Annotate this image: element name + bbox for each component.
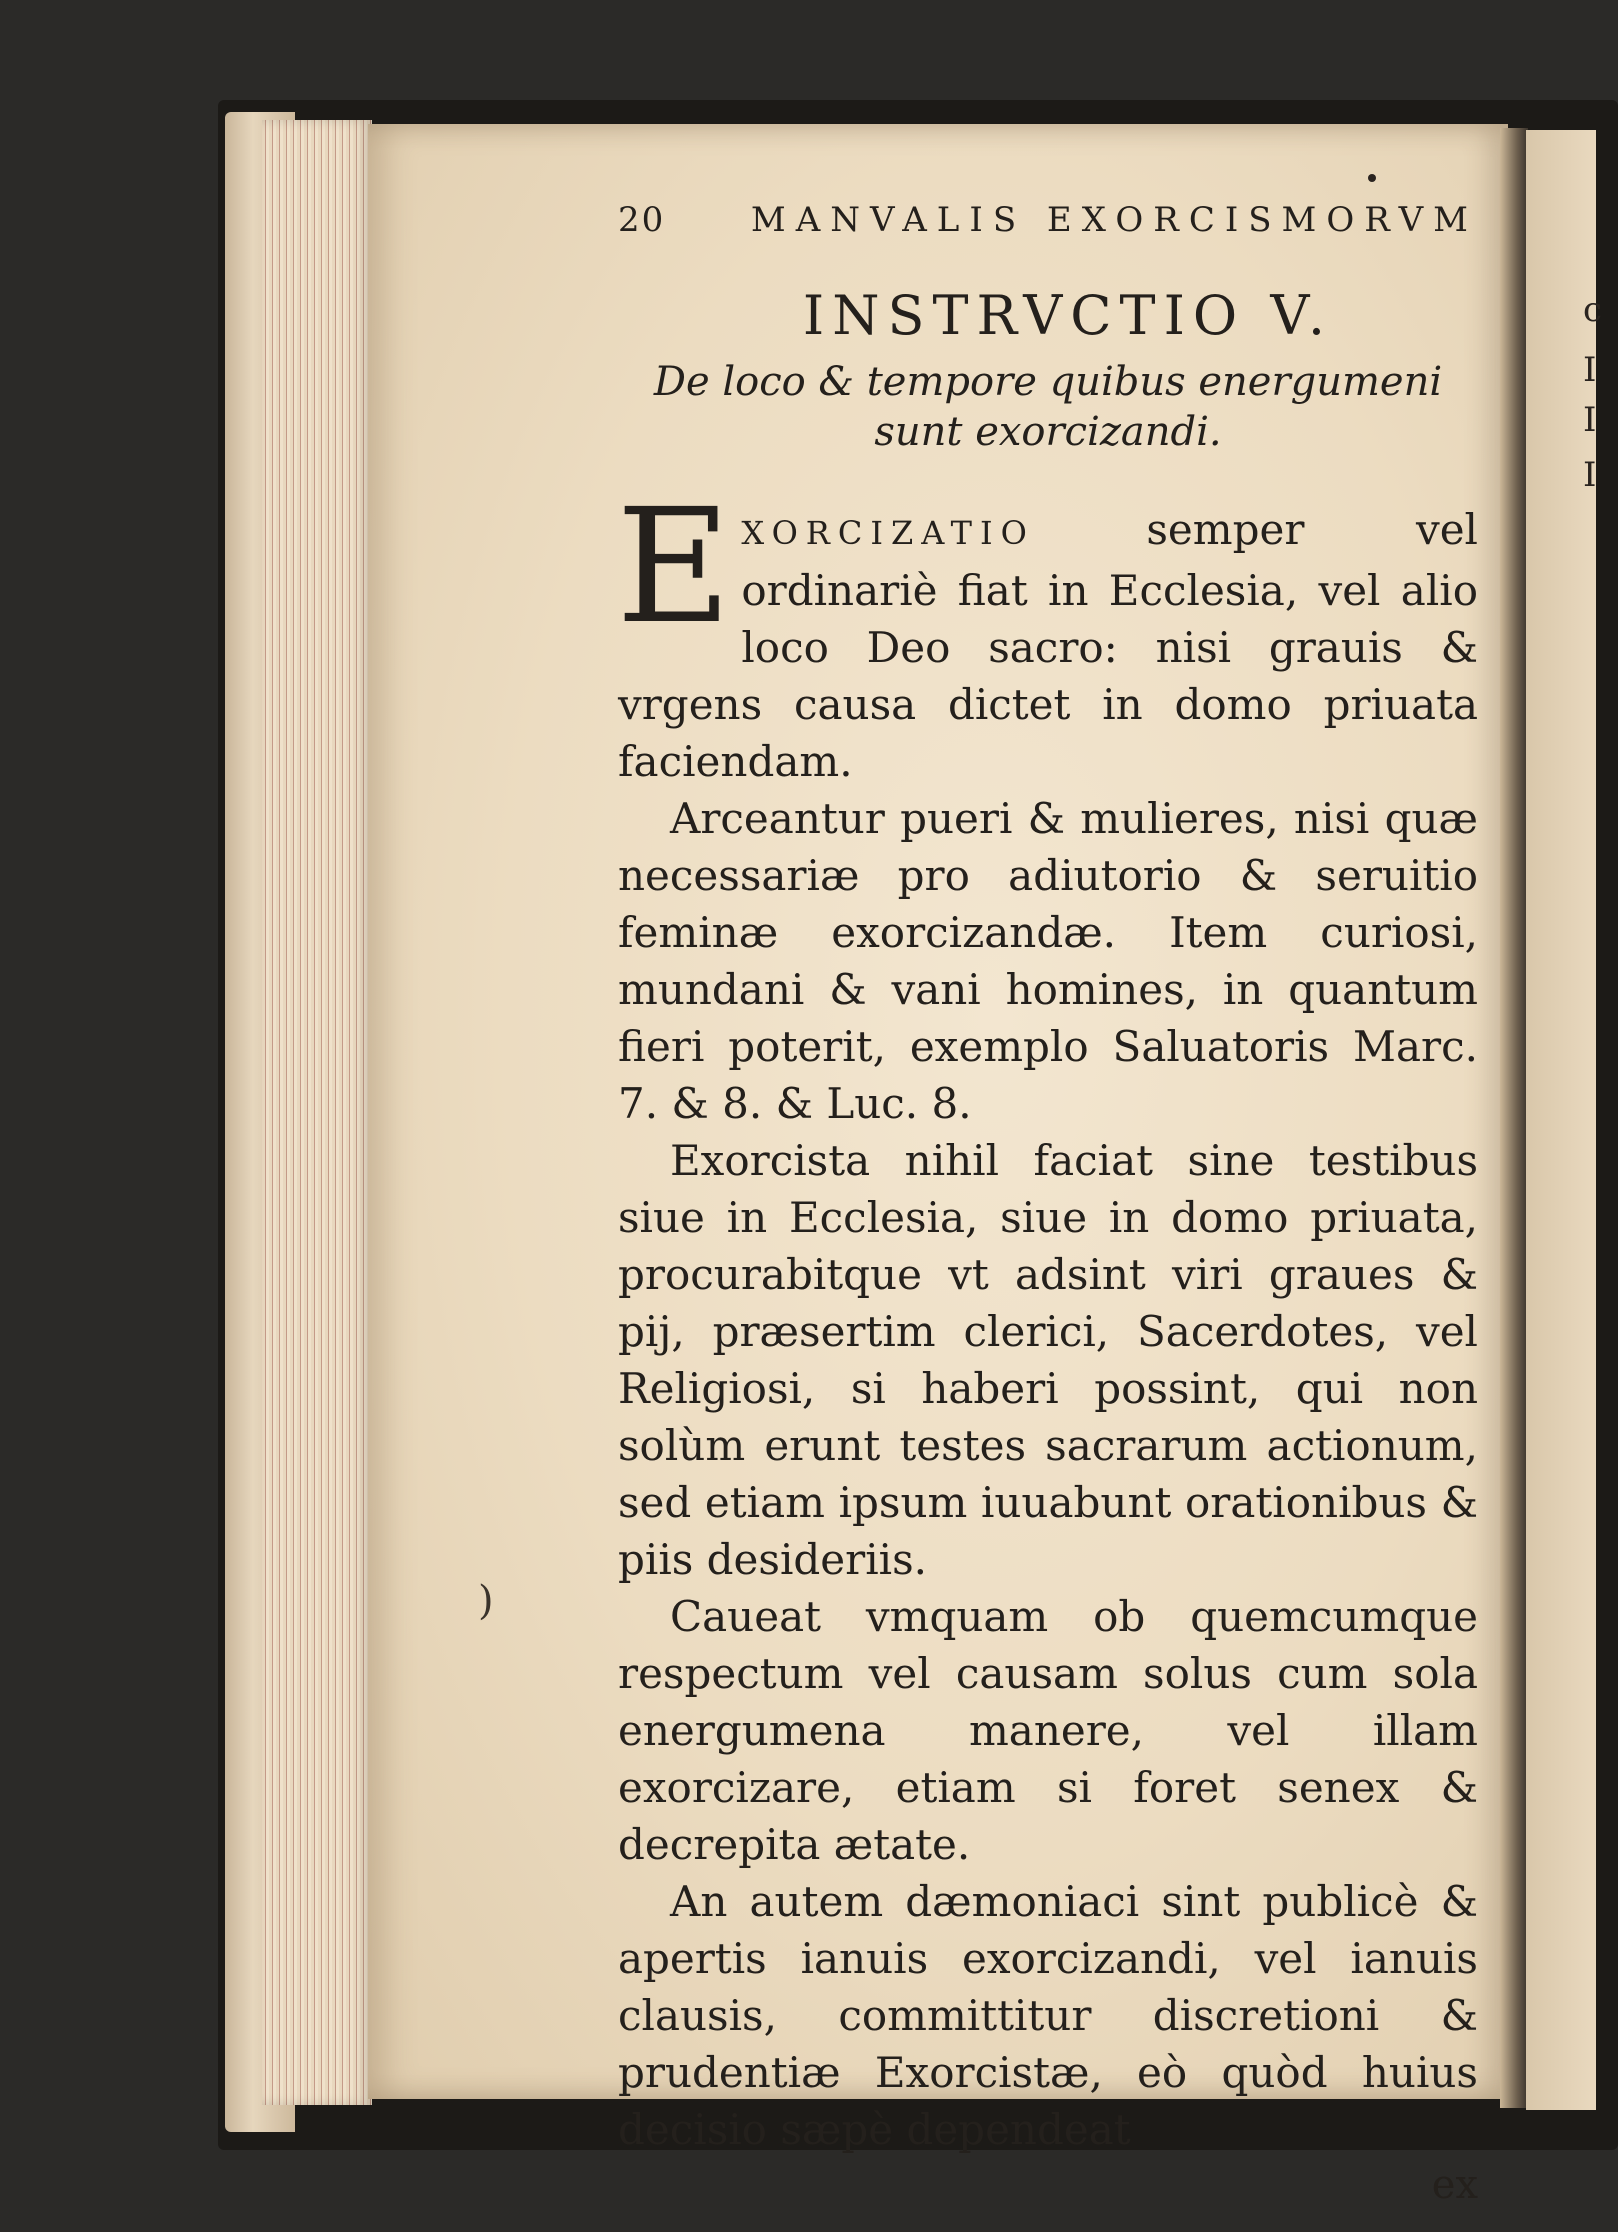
running-head bbox=[618, 200, 1478, 240]
running-title: MANVALIS EXORCISMORVM bbox=[750, 200, 1478, 240]
paragraph: An autem dæmoniaci sint publicè & apertis ianuis exorcizandi, vel ianuis clausis, committitur discretioni & prudentiæ Exorcistæ, eò quòd huius decisio sæpè dependeat bbox=[618, 1877, 1478, 2154]
book-gutter bbox=[1500, 128, 1528, 2108]
page-text-block bbox=[618, 200, 1478, 2208]
facing-page-glyph: I bbox=[1583, 350, 1597, 390]
drop-cap: E bbox=[616, 475, 732, 659]
page-number: 20 bbox=[618, 200, 666, 240]
margin-mark: ) bbox=[478, 1578, 494, 1624]
subheading-line: sunt exorcizandi. bbox=[874, 409, 1222, 455]
section-subheading bbox=[618, 357, 1478, 457]
page-stack-edges bbox=[262, 120, 372, 2105]
facing-page-glyph: I bbox=[1583, 400, 1597, 440]
paragraph: Caueat vmquam ob quemcumque respectum vel causam solus cum sola energumena manere, vel illam exorcizare, etiam si foret senex & decrepita ætate. bbox=[618, 1592, 1478, 1869]
ink-dot bbox=[1368, 174, 1376, 182]
section-heading: INSTRVCTIO V. bbox=[802, 284, 1334, 347]
paragraph: Arceantur pueri & mulieres, nisi quæ necessariæ pro adiutorio & seruitio feminæ exorcizandæ. Item curiosi, mundani & vani homines, in quantum fieri poterit, exemplo Saluatoris Marc. 7. & 8. & Luc. 8. bbox=[618, 794, 1478, 1128]
small-caps-word: XORCIZATIO bbox=[741, 514, 1035, 552]
facing-page-glyph: I bbox=[1583, 455, 1597, 495]
paragraph-text: semper vel ordinariè fiat in Ecclesia, vel alio loco Deo sacro: nisi grauis & vrgens causa dictet in domo priuata faciendam. bbox=[618, 505, 1478, 786]
paragraph: Exorcista nihil faciat sine testibus siue in Ecclesia, siue in domo priuata, procurabitque vt adsint viri graues & pij, præsertim clerici, Sacerdotes, vel Religiosi, si haberi possint, qui non solùm erunt testes sacrarum actionum, sed etiam ipsum iuuabunt orationibus & piis desideriis. bbox=[618, 1136, 1478, 1584]
subheading-line: De loco & tempore quibus energumeni bbox=[653, 359, 1443, 405]
catchword: ex bbox=[1431, 2162, 1478, 2208]
facing-page-glyph: c bbox=[1583, 290, 1603, 330]
first-paragraph bbox=[616, 475, 1478, 790]
